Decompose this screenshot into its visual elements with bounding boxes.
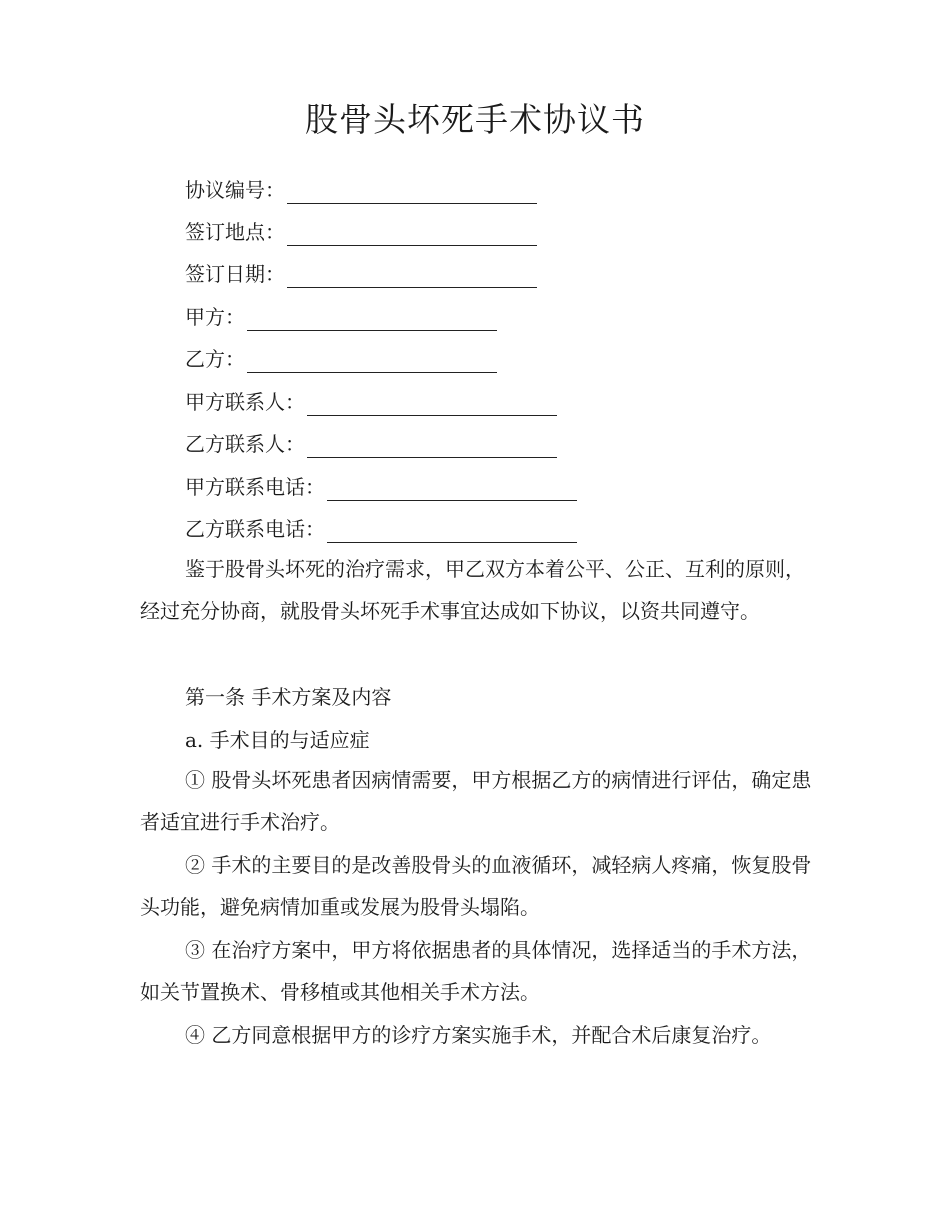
fill-in-line[interactable] [247, 308, 497, 331]
field-label: 乙方： [185, 347, 245, 371]
field-label: 乙方联系电话： [185, 517, 325, 541]
field-signing-place [185, 218, 537, 246]
item-4-paragraph: ④ 乙方同意根据甲方的诊疗方案实施手术，并配合术后康复治疗。 [185, 1023, 772, 1047]
fill-in-line[interactable] [287, 223, 537, 246]
field-party-b [185, 345, 497, 373]
field-label: 签订地点： [185, 220, 285, 244]
item-3-paragraph: ③ 在治疗方案中，甲方将依据患者的具体情况，选择适当的手术方法，如关节置换术、骨移植或其他相关手术方法。 [140, 938, 812, 1004]
field-label: 签订日期： [185, 262, 285, 286]
fill-in-line[interactable] [307, 393, 557, 416]
field-label: 甲方联系电话： [185, 475, 325, 499]
item-2-paragraph: ② 手术的主要目的是改善股骨头的血液循环，减轻病人疼痛，恢复股骨头功能，避免病情加重或发展为股骨头塌陷。 [140, 853, 812, 919]
fill-in-line[interactable] [287, 181, 537, 204]
field-party-a [185, 303, 497, 331]
field-label: 协议编号： [185, 178, 285, 202]
field-signing-date [185, 260, 537, 288]
section-a-heading: a. 手术目的与适应症 [185, 728, 370, 752]
article-1-heading: 第一条 手术方案及内容 [185, 685, 392, 709]
field-label: 甲方联系人： [185, 390, 305, 414]
field-label: 甲方： [185, 305, 245, 329]
fill-in-line[interactable] [327, 520, 577, 543]
fill-in-line[interactable] [307, 435, 557, 458]
field-label: 乙方联系人： [185, 432, 305, 456]
fill-in-line[interactable] [327, 478, 577, 501]
field-agreement-number [185, 176, 537, 204]
field-party-a-phone [185, 473, 577, 501]
fill-in-line[interactable] [247, 350, 497, 373]
document-title: 股骨头坏死手术协议书 [305, 100, 645, 139]
item-1-paragraph: ① 股骨头坏死患者因病情需要，甲方根据乙方的病情进行评估，确定患者适宜进行手术治疗。 [140, 768, 812, 834]
field-party-a-contact [185, 388, 557, 416]
fill-in-line[interactable] [287, 265, 537, 288]
field-party-b-contact [185, 430, 557, 458]
intro-paragraph: 鉴于股骨头坏死的治疗需求，甲乙双方本着公平、公正、互利的原则，经过充分协商，就股骨头坏死手术事宜达成如下协议，以资共同遵守。 [140, 557, 805, 623]
field-party-b-phone [185, 515, 577, 543]
